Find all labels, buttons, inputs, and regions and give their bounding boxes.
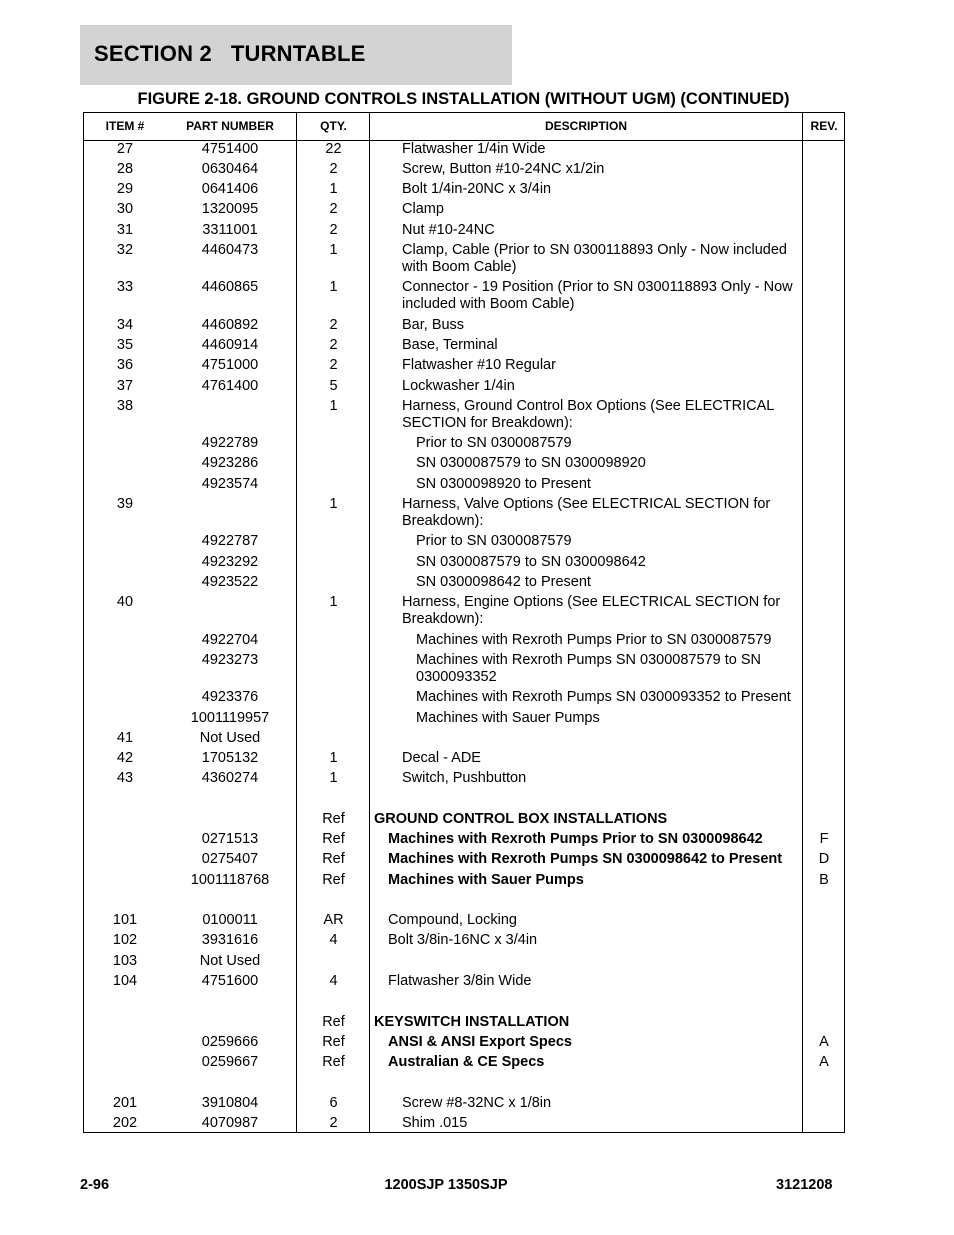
item-number: 43: [116, 770, 134, 786]
part-number: 0259666: [201, 1034, 259, 1050]
item-number: 202: [112, 1115, 138, 1131]
revision: B: [819, 872, 829, 888]
quantity: 1: [329, 181, 338, 197]
section-title: SECTION 2 TURNTABLE: [94, 41, 366, 66]
revision: A: [819, 1034, 829, 1050]
part-number: 4761400: [201, 378, 259, 394]
item-number: 27: [116, 141, 134, 157]
description: Flatwasher #10 Regular: [402, 357, 556, 373]
model-name: 1200SJP 1350SJP: [384, 1177, 508, 1193]
parts-table: [83, 112, 845, 1133]
part-number: 1320095: [201, 201, 259, 217]
part-number: 4360274: [201, 770, 259, 786]
part-number: 3910804: [201, 1095, 259, 1111]
quantity: Ref: [322, 1034, 345, 1050]
item-number: 41: [116, 730, 134, 746]
quantity: 1: [329, 750, 338, 766]
item-number: 42: [116, 750, 134, 766]
item-number: 33: [116, 279, 134, 295]
part-number: 4923574: [201, 476, 259, 492]
part-number: 4923376: [201, 689, 259, 705]
item-number: 35: [116, 337, 134, 353]
part-number: 0100011: [202, 912, 258, 928]
part-number: 0630464: [201, 161, 259, 177]
quantity: 6: [329, 1095, 338, 1111]
description: Harness, Valve Options (See ELECTRICAL SECTION for Breakdown):: [402, 496, 771, 529]
part-number: 4460914: [201, 337, 259, 353]
description: Screw #8-32NC x 1/8in: [402, 1095, 552, 1111]
item-number: 101: [112, 912, 138, 928]
quantity: 1: [329, 594, 338, 610]
part-number: 0259667: [201, 1054, 259, 1070]
quantity: 1: [329, 770, 338, 786]
quantity: 1: [329, 398, 338, 414]
description: Bolt 1/4in-20NC x 3/4in: [402, 181, 552, 197]
column-header-item: ITEM #: [105, 119, 145, 133]
part-number: 4923522: [201, 574, 259, 590]
item-number: 38: [116, 398, 134, 414]
revision: F: [819, 831, 829, 847]
description: Prior to SN 0300087579: [416, 533, 572, 549]
quantity: Ref: [322, 831, 345, 847]
part-number: 4923286: [201, 455, 259, 471]
part-number: 0641406: [201, 181, 259, 197]
description: GROUND CONTROL BOX INSTALLATIONS: [374, 811, 668, 827]
description: Harness, Engine Options (See ELECTRICAL SECTION for Breakdown):: [402, 594, 781, 627]
description: Decal - ADE: [402, 750, 481, 766]
part-number: 4923292: [201, 554, 259, 570]
quantity: 2: [329, 222, 338, 238]
description: Lockwasher 1/4in: [402, 378, 515, 394]
section-banner: [80, 25, 512, 85]
quantity: Ref: [322, 1054, 345, 1070]
part-number: 4751600: [201, 973, 259, 989]
description: Bar, Buss: [402, 317, 465, 333]
column-header-rev: REV.: [810, 119, 838, 133]
quantity: 2: [329, 161, 338, 177]
description: Screw, Button #10-24NC x1/2in: [402, 161, 605, 177]
part-number: 0271513: [201, 831, 259, 847]
description: Machines with Rexroth Pumps SN 0300098642 to Present: [388, 851, 783, 867]
item-number: 31: [116, 222, 134, 238]
page-number: 2-96: [80, 1177, 110, 1193]
quantity: Ref: [322, 811, 345, 827]
item-number: 201: [112, 1095, 138, 1111]
quantity: 4: [329, 973, 338, 989]
item-number: 39: [116, 496, 134, 512]
quantity: AR: [323, 912, 344, 928]
description: Clamp: [402, 201, 444, 217]
item-number: 104: [112, 973, 138, 989]
description: Bolt 3/8in-16NC x 3/4in: [388, 932, 538, 948]
description: Shim .015: [402, 1115, 468, 1131]
quantity: 2: [329, 201, 338, 217]
description: Machines with Rexroth Pumps Prior to SN 0300087579: [416, 632, 772, 648]
quantity: 22: [325, 141, 342, 157]
quantity: 2: [329, 337, 338, 353]
description: SN 0300098920 to Present: [416, 476, 591, 492]
description: Connector - 19 Position (Prior to SN 0300118893 Only - Now included with Boom Cable): [402, 279, 793, 312]
description: Switch, Pushbutton: [402, 770, 527, 786]
part-number: 4751000: [201, 357, 259, 373]
item-number: 32: [116, 242, 134, 258]
description: Machines with Sauer Pumps: [416, 710, 600, 726]
part-number: 4460892: [201, 317, 259, 333]
part-number: 0275407: [201, 851, 259, 867]
item-number: 103: [112, 953, 138, 969]
part-number: 4460865: [201, 279, 259, 295]
item-number: 34: [116, 317, 134, 333]
revision: D: [818, 851, 830, 867]
description: Nut #10-24NC: [402, 222, 495, 238]
part-number: 4923273: [201, 652, 259, 668]
quantity: 2: [329, 317, 338, 333]
part-number: 1001118768: [190, 872, 270, 888]
item-number: 102: [112, 932, 138, 948]
description: SN 0300087579 to SN 0300098642: [416, 554, 646, 570]
description: Australian & CE Specs: [388, 1054, 545, 1070]
item-number: 36: [116, 357, 134, 373]
description: ANSI & ANSI Export Specs: [388, 1034, 572, 1050]
part-number: 4922704: [201, 632, 259, 648]
document-number: 3121208: [776, 1177, 833, 1193]
description: Base, Terminal: [402, 337, 498, 353]
description: Clamp, Cable (Prior to SN 0300118893 Only - Now included with Boom Cable): [402, 242, 787, 275]
quantity: 5: [329, 378, 338, 394]
description: Flatwasher 3/8in Wide: [388, 973, 532, 989]
part-number: 4070987: [201, 1115, 259, 1131]
part-number: 1705132: [201, 750, 259, 766]
description: SN 0300098642 to Present: [416, 574, 591, 590]
part-number: 4460473: [201, 242, 259, 258]
item-number: 37: [116, 378, 134, 394]
quantity: 2: [329, 1115, 338, 1131]
description: Harness, Ground Control Box Options (See ELECTRICAL SECTION for Breakdown):: [402, 398, 774, 431]
column-header-part-number: PART NUMBER: [186, 119, 274, 133]
part-number: 4751400: [201, 141, 259, 157]
quantity: Ref: [322, 872, 345, 888]
part-number: Not Used: [199, 953, 261, 969]
part-number: 1001119957: [190, 710, 270, 726]
description: Machines with Rexroth Pumps Prior to SN 0300098642: [388, 831, 763, 847]
quantity: 1: [329, 496, 338, 512]
quantity: 1: [329, 279, 338, 295]
description: Machines with Sauer Pumps: [388, 872, 584, 888]
description: Machines with Rexroth Pumps SN 0300093352 to Present: [416, 689, 791, 705]
part-number: 3931616: [201, 932, 259, 948]
description: Machines with Rexroth Pumps SN 0300087579 to SN 0300093352: [416, 652, 761, 685]
column-header-description: DESCRIPTION: [544, 119, 627, 133]
item-number: 29: [116, 181, 134, 197]
column-header-qty: QTY.: [320, 119, 347, 133]
item-number: 40: [116, 594, 134, 610]
part-number: Not Used: [199, 730, 261, 746]
part-number: 4922789: [201, 435, 259, 451]
description: Compound, Locking: [388, 912, 517, 928]
quantity: Ref: [322, 851, 345, 867]
item-number: 30: [116, 201, 134, 217]
quantity: 4: [329, 932, 338, 948]
part-number: 3311001: [202, 222, 258, 238]
item-number: 28: [116, 161, 134, 177]
quantity: 1: [329, 242, 338, 258]
description: KEYSWITCH INSTALLATION: [374, 1014, 570, 1030]
part-number: 4922787: [201, 533, 259, 549]
quantity: 2: [329, 357, 338, 373]
quantity: Ref: [322, 1014, 345, 1030]
description: SN 0300087579 to SN 0300098920: [416, 455, 646, 471]
revision: A: [819, 1054, 829, 1070]
figure-title: FIGURE 2-18. GROUND CONTROLS INSTALLATION (WITHOUT UGM) (CONTINUED): [137, 90, 790, 108]
description: Flatwasher 1/4in Wide: [402, 141, 546, 157]
column-divider: [802, 113, 803, 1132]
description: Prior to SN 0300087579: [416, 435, 572, 451]
